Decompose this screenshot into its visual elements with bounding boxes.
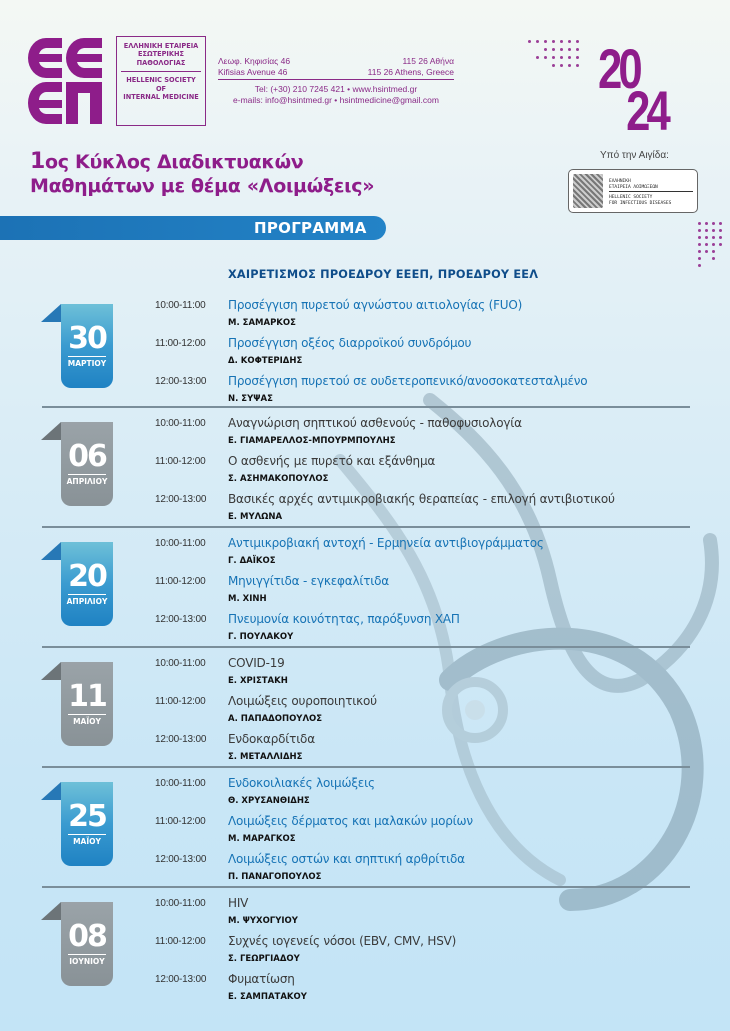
divider — [218, 79, 454, 80]
talk-time: 12:00-13:00 — [155, 734, 207, 745]
talk-topic: Λοιμώξεις δέρματος και μαλακών μορίων — [228, 814, 473, 828]
contact-block — [218, 56, 454, 105]
dot — [698, 257, 701, 260]
society-name-gr-line1: ΕΛΛΗΝΙΚΗ ΕΤΑΙΡΕΙΑ — [123, 42, 199, 50]
talk-time: 10:00-11:00 — [155, 778, 206, 789]
talk-time: 11:00-12:00 — [155, 456, 206, 467]
talk-time: 10:00-11:00 — [155, 300, 206, 311]
ribbon-fold — [41, 304, 61, 322]
dot — [719, 236, 722, 239]
dot — [536, 56, 539, 59]
session-month: ΑΠΡΙΛΙΟΥ — [66, 597, 108, 606]
session-month: ΜΑΡΤΙΟΥ — [67, 359, 107, 368]
dot-pattern-right — [698, 222, 722, 274]
dot — [576, 40, 579, 43]
dot — [712, 236, 715, 239]
dot — [568, 40, 571, 43]
society-name-box — [116, 36, 206, 126]
dot — [712, 257, 715, 260]
city-gr: 115 26 Αθήνα — [402, 56, 454, 66]
session-day: 08 — [68, 919, 106, 954]
title-line2: Μαθημάτων με θέμα «Λοιμώξεις» — [30, 175, 375, 197]
ribbon-fold — [41, 662, 61, 680]
session-divider — [42, 886, 690, 888]
dot — [568, 48, 571, 51]
dot — [719, 229, 722, 232]
talk-time: 10:00-11:00 — [155, 538, 206, 549]
dot — [719, 243, 722, 246]
dot — [705, 236, 708, 239]
talk-time: 10:00-11:00 — [155, 658, 206, 669]
talk-speaker: Μ. ΜΑΡΑΓΚΟΣ — [228, 834, 296, 844]
divider — [68, 356, 106, 357]
session-day: 11 — [68, 679, 106, 714]
date-ribbon — [41, 422, 108, 512]
session-month: ΜΑΪΟΥ — [73, 837, 101, 846]
session-block — [0, 656, 730, 776]
talk-topic: Λοιμώξεις οστών και σηπτική αρθρίτιδα — [228, 852, 465, 866]
ribbon-fold — [41, 542, 61, 560]
hsid-name-en-1: HELLENIC SOCIETY — [609, 195, 653, 200]
talk-speaker: Δ. ΚΟΦΤΕΡΙΔΗΣ — [228, 356, 303, 366]
hsid-name-gr-2: ΕΤΑΙΡΕΙΑ ΛΟΙΜΩΞΕΩΝ — [609, 184, 658, 190]
divider — [68, 714, 106, 715]
dot — [698, 236, 701, 239]
session-day: 06 — [68, 439, 106, 474]
dot — [705, 229, 708, 232]
session-block — [0, 776, 730, 896]
dot — [536, 40, 539, 43]
date-ribbon — [41, 662, 106, 752]
talk-speaker: Μ. ΣΑΜΑΡΚΟΣ — [228, 318, 296, 328]
talk-topic: Λοιμώξεις ουροποιητικού — [228, 694, 377, 708]
year-top: 20 — [598, 37, 639, 100]
session-day: 30 — [68, 321, 106, 356]
talk-topic: HIV — [228, 896, 249, 910]
date-ribbon — [41, 542, 108, 632]
talk-topic: Αντιμικροβιακή αντοχή - Ερμηνεία αντιβιογράμματος — [228, 536, 544, 550]
dot-pattern-top — [528, 40, 588, 64]
divider — [121, 71, 201, 72]
talk-time: 11:00-12:00 — [155, 936, 206, 947]
talk-time: 11:00-12:00 — [155, 338, 206, 349]
talk-time: 12:00-13:00 — [155, 494, 207, 505]
session-divider — [42, 406, 690, 408]
talk-time: 11:00-12:00 — [155, 696, 206, 707]
session-month: ΙΟΥΝΙΟΥ — [69, 957, 105, 966]
year-2024 — [598, 37, 667, 142]
dot — [544, 56, 547, 59]
session-block — [0, 416, 730, 536]
talk-speaker: Σ. ΓΕΩΡΓΙΑΔΟΥ — [228, 954, 300, 964]
talk-time: 10:00-11:00 — [155, 898, 206, 909]
divider — [68, 594, 106, 595]
program-label: ΠΡΟΓΡΑΜΜΑ — [254, 219, 367, 237]
society-name-en-line1: HELLENIC SOCIETY — [126, 76, 196, 85]
auspices-label: Υπό την Αιγίδα: — [600, 150, 669, 161]
eeep-logo — [26, 36, 104, 126]
talk-speaker: Θ. ΧΡΥΣΑΝΘΙΔΗΣ — [228, 796, 310, 806]
session-block — [0, 896, 730, 1016]
dot — [528, 40, 531, 43]
society-name-gr-line2: ΕΣΩΤΕΡΙΚΗΣ — [137, 50, 185, 59]
talk-speaker: Γ. ΔΑΪΚΟΣ — [228, 556, 276, 566]
talk-speaker: Π. ΠΑΝΑΓΟΠΟΥΛΟΣ — [228, 872, 322, 882]
talk-time: 11:00-12:00 — [155, 576, 206, 587]
dot — [698, 222, 701, 225]
talk-speaker: Α. ΠΑΠΑΔΟΠΟΥΛΟΣ — [228, 714, 323, 724]
dot — [712, 229, 715, 232]
divider — [609, 191, 693, 192]
session-divider — [42, 766, 690, 768]
talk-time: 11:00-12:00 — [155, 816, 206, 827]
address-gr: Λεωφ. Κηφισίας 46 — [218, 56, 291, 66]
talk-time: 12:00-13:00 — [155, 854, 207, 865]
divider — [68, 954, 106, 955]
dot — [705, 250, 708, 253]
phone-website[interactable]: Tel: (+30) 210 7245 421 • www.hsintmed.gr — [254, 84, 418, 94]
society-name-gr-line3: ΠΑΘΟΛΟΓΙΑΣ — [136, 58, 186, 67]
talk-topic: Ο ασθενής με πυρετό και εξάνθημα — [228, 454, 436, 468]
dot — [576, 64, 579, 67]
title-line1: ος Κύκλος Διαδικτυακών — [45, 151, 304, 173]
society-name-en-line2: OF — [155, 84, 167, 93]
dot — [576, 56, 579, 59]
talk-speaker: Ε. ΜΥΛΩΝΑ — [228, 512, 283, 522]
talk-speaker: Γ. ΠΟΥΛΑΚΟΥ — [228, 632, 294, 642]
hsid-name-gr-1: ΕΛΛΗΝΙΚΗ — [609, 179, 631, 184]
dot — [544, 48, 547, 51]
talk-time: 12:00-13:00 — [155, 614, 207, 625]
dot — [719, 222, 722, 225]
hsid-name-en-2: FOR INFECTIOUS DISEASES — [609, 200, 672, 206]
dot — [698, 264, 701, 267]
session-day: 20 — [68, 559, 106, 594]
dot — [712, 250, 715, 253]
welcome-heading: ΧΑΙΡΕΤΙΣΜΟΣ ΠΡΟΕΔΡΟΥ ΕΕΕΠ, ΠΡΟΕΔΡΟΥ ΕΕΛ — [228, 268, 539, 281]
program-banner — [0, 216, 386, 240]
session-block — [0, 536, 730, 656]
divider — [68, 474, 106, 475]
dot — [568, 64, 571, 67]
talk-topic: Προσέγγιση οξέος διαρροϊκού συνδρόμου — [228, 336, 472, 350]
session-month: ΑΠΡΙΛΙΟΥ — [66, 477, 108, 486]
dot — [552, 40, 555, 43]
talk-topic: Βασικές αρχές αντιμικροβιακής θεραπείας - επιλογή αντιβιοτικού — [228, 492, 615, 506]
dot — [552, 64, 555, 67]
dot — [712, 243, 715, 246]
session-divider — [42, 646, 690, 648]
dot — [712, 222, 715, 225]
society-name-en-line3: INTERNAL MEDICINE — [123, 93, 199, 102]
dot — [552, 56, 555, 59]
hsid-emblem-icon — [573, 174, 603, 208]
talk-topic: Προσέγγιση πυρετού σε ουδετεροπενικό/ανοσοκατεσταλμένο — [228, 374, 588, 388]
dot — [560, 40, 563, 43]
divider — [68, 834, 106, 835]
page-title — [30, 150, 374, 198]
talk-topic: Ενδοκαρδίτιδα — [228, 732, 315, 746]
talk-topic: Αναγνώριση σηπτικού ασθενούς - παθοφυσιολογία — [228, 416, 522, 430]
talk-speaker: Σ. ΑΣΗΜΑΚΟΠΟΥΛΟΣ — [228, 474, 329, 484]
talk-speaker: Σ. ΜΕΤΑΛΛΙΔΗΣ — [228, 752, 303, 762]
title-number: 1 — [30, 149, 46, 174]
session-divider — [42, 526, 690, 528]
city-en: 115 26 Athens, Greece — [367, 66, 454, 77]
session-day: 25 — [68, 799, 106, 834]
talk-topic: Συχνές ιογενείς νόσοι (EBV, CMV, HSV) — [228, 934, 457, 948]
dot — [560, 64, 563, 67]
talk-time: 12:00-13:00 — [155, 376, 207, 387]
dot — [568, 56, 571, 59]
talk-time: 10:00-11:00 — [155, 418, 206, 429]
ribbon-fold — [41, 902, 61, 920]
dot — [576, 48, 579, 51]
talk-topic: Προσέγγιση πυρετού αγνώστου αιτιολογίας (FUO) — [228, 298, 523, 312]
dot — [705, 243, 708, 246]
talk-speaker: Μ. ΧΙΝΗ — [228, 594, 267, 604]
talk-topic: Μηνιγγίτιδα - εγκεφαλίτιδα — [228, 574, 389, 588]
talk-time: 12:00-13:00 — [155, 974, 207, 985]
date-ribbon — [41, 782, 106, 872]
ribbon-fold — [41, 782, 61, 800]
talk-topic: Ενδοκοιλιακές λοιμώξεις — [228, 776, 375, 790]
talk-topic: Πνευμονία κοινότητας, παρόξυνση ΧΑΠ — [228, 612, 460, 626]
address-en: Kifisias Avenue 46 — [218, 66, 288, 77]
talk-topic: COVID-19 — [228, 656, 285, 670]
email-addresses[interactable]: e-mails: info@hsintmed.gr • hsintmedicine@gmail.com — [233, 94, 439, 105]
session-block — [0, 298, 730, 418]
talk-speaker: Ε. ΓΙΑΜΑΡΕΛΛΟΣ-ΜΠΟΥΡΜΠΟΥΛΗΣ — [228, 436, 396, 446]
dot — [560, 48, 563, 51]
ribbon-fold — [41, 422, 61, 440]
hsid-logo — [568, 169, 698, 213]
dot — [544, 40, 547, 43]
talk-speaker: Ε. ΣΑΜΠΑΤΑΚΟΥ — [228, 992, 307, 1002]
date-ribbon — [41, 304, 107, 394]
session-month: ΜΑΪΟΥ — [73, 717, 101, 726]
dot — [698, 229, 701, 232]
dot — [552, 48, 555, 51]
dot — [560, 56, 563, 59]
talk-speaker: Ν. ΣΥΨΑΣ — [228, 394, 273, 404]
dot — [705, 222, 708, 225]
talk-speaker: Μ. ΨΥΧΟΓΥΙΟΥ — [228, 916, 298, 926]
dot — [698, 250, 701, 253]
date-ribbon — [41, 902, 106, 992]
dot — [698, 243, 701, 246]
year-bottom: 24 — [626, 79, 667, 142]
talk-topic: Φυματίωση — [228, 972, 295, 986]
talk-speaker: Ε. ΧΡΙΣΤΑΚΗ — [228, 676, 288, 686]
